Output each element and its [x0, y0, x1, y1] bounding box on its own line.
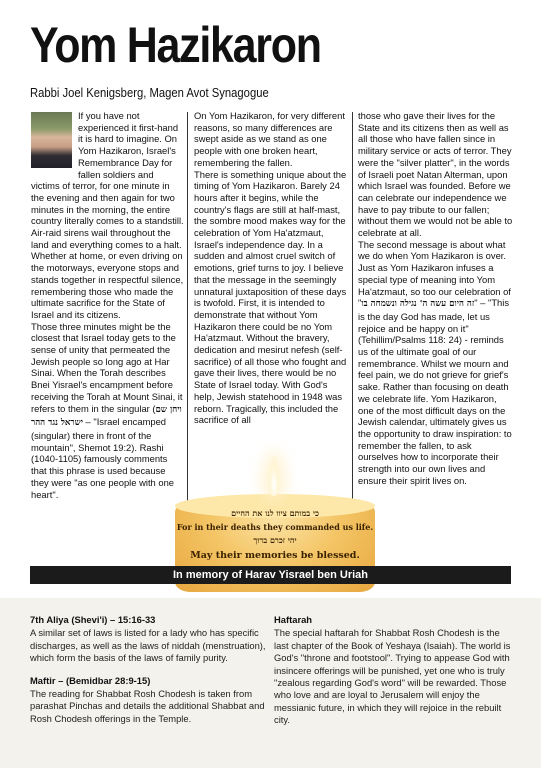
dedication-banner: In memory of Harav Yisrael ben Uriah: [30, 566, 511, 584]
candle-english-verse: For in their deaths they commanded us life.: [176, 522, 374, 532]
hebrew-quote: זה היום עשה ה' נגילה ונשמחה בו: [361, 299, 475, 310]
article-column-2: [194, 110, 349, 426]
reading-heading: Maftir – (Bemidbar 28:9-15): [30, 674, 151, 686]
reading-heading: 7th Aliya (Shevi'i) – 15:16-33: [30, 614, 156, 625]
column-divider: [352, 112, 353, 540]
reading-text: A similar set of laws is listed for a lady who has specific discharges, as well as the laws of niddah (menstruation), which form the basis of the laws of family purity.: [30, 627, 266, 664]
article-paragraph: There is something unique about the timing of Yom Hazikaron. Barely 24 hours after it begins, while the country's flags are still at half-mast, the sombre mood makes way for the celebration of Yom Ha'atzmaut, Israel's independence day. In a sudden and almost cruel switch of emotions, grief turns to joy. I believe that the message in the seemingly unnatural juxtaposition of these days is twofold. First, it is intended to demonstrate that without Yom Hazikaron there could be no Yom Ha'atzmaut. Without the bravery, dedication and mesirut nefesh (self-sacrifice) of all those who fought and gave their lives, there would be no State of Israel today. With God's help, Jewish statehood in 1948 was reborn. Tragically, this included the sacrifice of all: [194, 168, 347, 426]
reading-heading: Haftarah: [274, 614, 313, 625]
article-column-3: [358, 110, 513, 487]
hebrew-quote: ויחן שם ישראל נגד ההר: [31, 404, 182, 429]
article-paragraph: The second message is about what we do when Yom Hazikaron is over. Just as Yom Hazikaron infuses a special type of meaning into Yom Ha'atzmaut, so too our celebration of "זה היום עשה ה' נגילה ונשמחה בו" – "This is the day God has made, let us rejoice and be happy on it" (Tehillim/Psalms 118: 24) - reminds us of the ultimate goal of our remembrance. Whilst we mourn and feel pain, we do not grieve for grief's sake. Rather than focusing on death we celebrate life. Yom Hazikaron, one of the most difficult days on the Jewish calendar, ultimately gives us the opportunity to draw inspiration: to remember the fallen, to ask ourselves how to incorporate their strength into our own lives and ensure their spirit lives on.: [358, 238, 512, 486]
article-column-1: [31, 110, 184, 500]
author-byline: Rabbi Joel Kenigsberg, Magen Avot Synagogue: [30, 86, 269, 100]
reading-column-right: [274, 614, 514, 737]
page-title: Yom Hazikaron: [30, 17, 321, 73]
article-paragraph: If you have not experienced it first-hand it is hard to imagine. On Yom Hazikaron, Israel's Remembrance Day for fallen soldiers and victims of terror, for one minute in the evening and then again for two minutes in the morning, the entire country literally comes to a standstill. Air-raid sirens wail throughout the land and everything comes to a halt. Whether at home, or even driving on the motorways, everyone stops and stands together in respectful silence, remembering those who made the ultimate sacrifice for the State of Israel and its citizens.: [31, 110, 184, 320]
reading-column-left: [30, 614, 266, 735]
column-divider: [187, 112, 188, 540]
reading-text: The special haftarah for Shabbat Rosh Chodesh is the last chapter of the Book of Yeshaya (Isaiah). The world is God's "throne and footstool". Trying to appease God with insincere offerings will be punished, yet one who is truly "zealous regarding God's word" will be rewarded. Those who love and are loyal to Jerusalem will enjoy the messianic future, in which they will rejoice in the rebuilt city.: [274, 627, 511, 726]
flame-icon: [267, 456, 281, 496]
candle-hebrew-blessing: יהי זכרם ברוך: [253, 535, 297, 545]
reading-text: The reading for Shabbat Rosh Chodesh is taken from parashat Pinchas and details the additional Shabbat and Rosh Chodesh offerings in the Temple.: [30, 688, 265, 724]
article-paragraph: On Yom Hazikaron, for very different reasons, so many differences are swept aside as we stand as one people with one broken heart, remembering the fallen.: [194, 110, 345, 168]
article-paragraph: those who gave their lives for the State and its citizens then as well as all those who have fallen since in military service or acts of terror. They were the "silver platter", in the words of Israeli poet Natan Alterman, upon which Israel was founded. Before we can celebrate our independence we have to pay tribute to our fallen; without them we would not be able to celebrate at all.: [358, 110, 513, 239]
author-photo: [31, 112, 72, 168]
candle-english-blessing: May their memories be blessed.: [190, 550, 360, 561]
candle-hebrew-verse: כי במותם ציוו לנו את החיים: [231, 508, 319, 518]
article-paragraph: Those three minutes might be the closest that Israel today gets to the sense of unity that permeated the Jewish people so long ago at Har Sinai. When the Torah describes Bnei Yisrael's encampment before receiving the Torah at Mount Sinai, it refers to them in the singular (ויחן שם ישראל נגד ההר – "Israel encamped (singular) there in front of the mountain", Shemot 19:2). Rashi (1040-1105) famously comments that this phrase is used because they were "as one people with one heart".: [31, 320, 183, 500]
